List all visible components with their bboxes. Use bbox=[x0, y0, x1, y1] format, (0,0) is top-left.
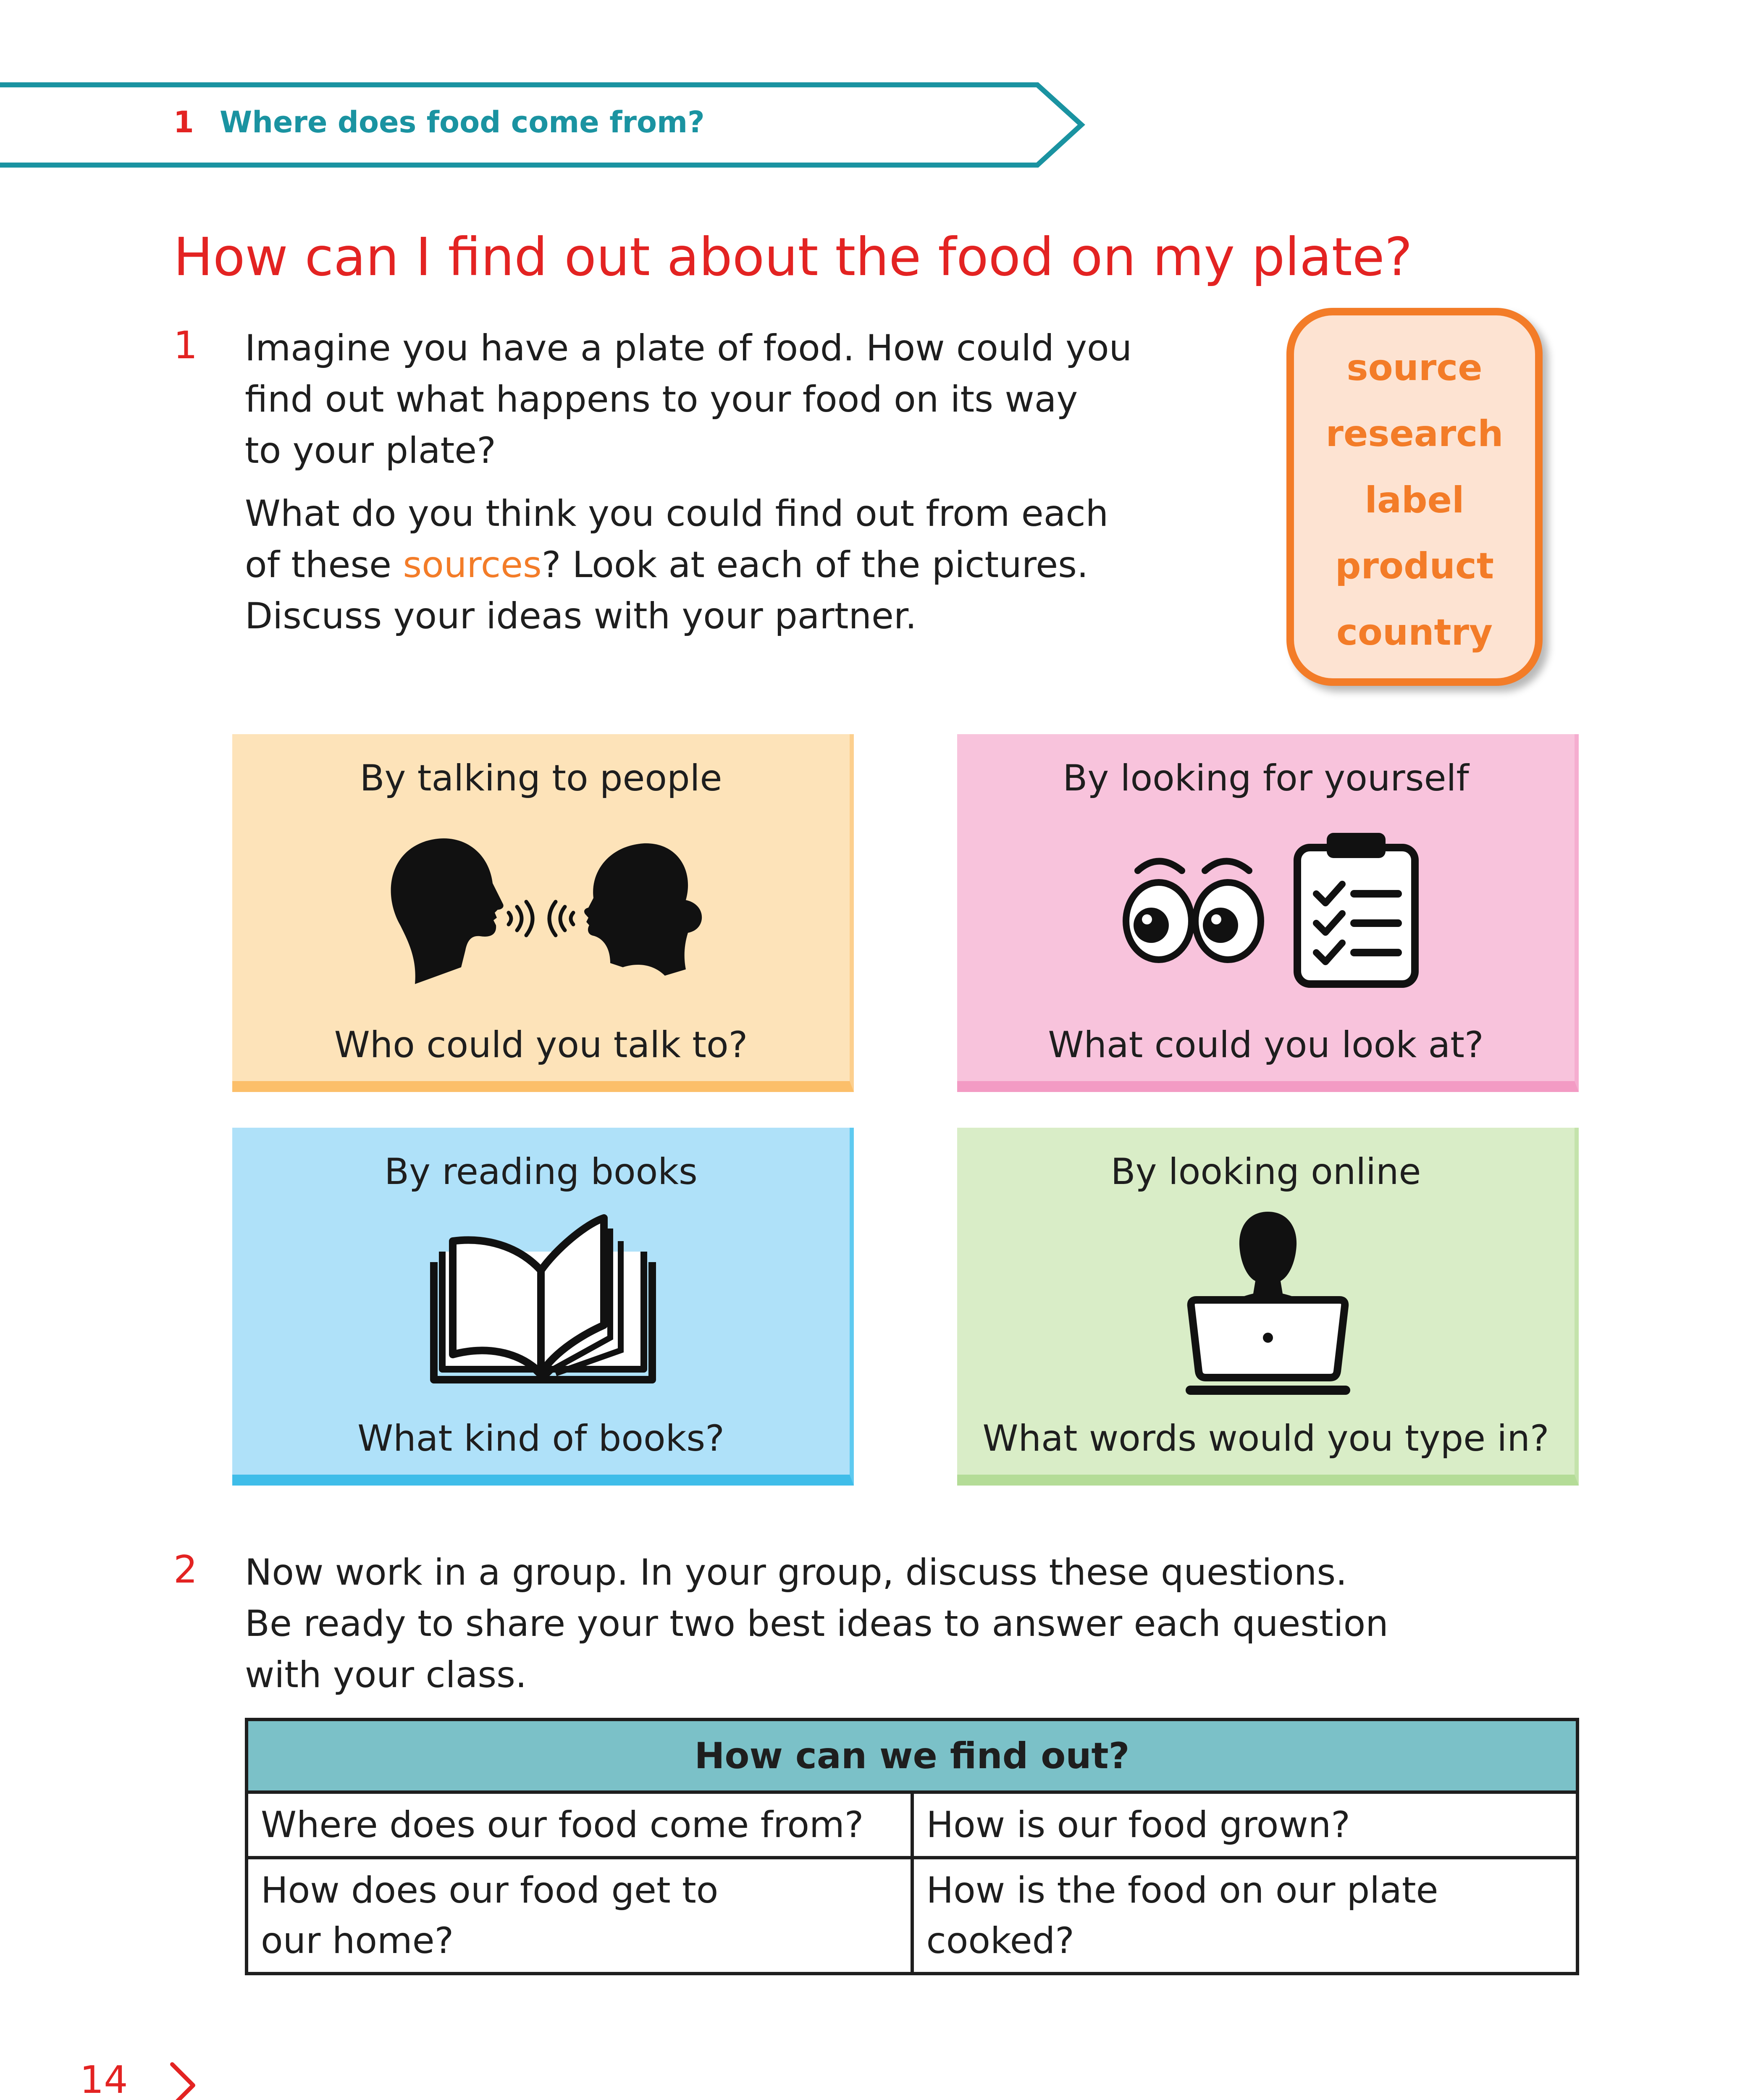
followup-line: What do you think you could find out from each bbox=[245, 493, 1109, 535]
chapter-title: Where does food come from? bbox=[220, 105, 705, 139]
followup-text: of these bbox=[245, 544, 403, 586]
card-title: By looking for yourself bbox=[1063, 757, 1469, 799]
table-cell bbox=[912, 1792, 1578, 1858]
card-title: By reading books bbox=[384, 1151, 698, 1193]
card-talking-to-people bbox=[232, 734, 854, 1092]
keyword-sources: sources bbox=[403, 544, 542, 586]
card-reading-books bbox=[232, 1128, 854, 1486]
key-word: country bbox=[1336, 612, 1493, 654]
followup-line: Discuss your ideas with your partner. bbox=[245, 595, 917, 637]
page-title: How can I find out about the food on my plate? bbox=[173, 227, 1412, 288]
question-2-line: with your class. bbox=[245, 1654, 527, 1696]
card-question: What words would you type in? bbox=[982, 1418, 1549, 1460]
card-looking-for-yourself bbox=[957, 734, 1579, 1092]
table-cell bbox=[247, 1792, 912, 1858]
cell-line: cooked? bbox=[926, 1920, 1074, 1962]
open-book-icon bbox=[430, 1212, 656, 1388]
question-1-line: find out what happens to your food on its way bbox=[245, 378, 1078, 420]
question-1-followup bbox=[245, 488, 1169, 642]
question-1-number: 1 bbox=[173, 323, 198, 368]
card-title: By talking to people bbox=[360, 757, 722, 799]
card-title: By looking online bbox=[1110, 1151, 1421, 1193]
cell-line: How is our food grown? bbox=[926, 1804, 1350, 1846]
question-1-text bbox=[245, 323, 1169, 476]
chapter-number: 1 bbox=[173, 105, 194, 139]
eyes-clipboard-icon bbox=[1108, 824, 1428, 992]
cell-line: our home? bbox=[261, 1920, 454, 1962]
person-laptop-icon bbox=[1176, 1203, 1360, 1401]
key-word: product bbox=[1335, 545, 1494, 587]
table-header: How can we find out? bbox=[247, 1719, 1577, 1792]
question-2-number: 2 bbox=[173, 1548, 198, 1592]
key-word: research bbox=[1325, 413, 1504, 455]
talking-heads-icon bbox=[375, 824, 711, 992]
table-cell bbox=[912, 1858, 1578, 1974]
question-1-line: to your plate? bbox=[245, 430, 496, 472]
key-word: label bbox=[1365, 479, 1464, 521]
question-1-line: Imagine you have a plate of food. How could you bbox=[245, 327, 1132, 369]
question-2-line: Be ready to share your two best ideas to answer each question bbox=[245, 1603, 1388, 1645]
cell-line: Where does our food come from? bbox=[261, 1804, 864, 1846]
card-looking-online bbox=[957, 1128, 1579, 1486]
table-row bbox=[247, 1792, 1577, 1858]
questions-table bbox=[245, 1718, 1579, 1975]
question-2-text bbox=[245, 1547, 1547, 1701]
card-question: What kind of books? bbox=[357, 1418, 724, 1460]
followup-text: ? Look at each of the pictures. bbox=[541, 544, 1089, 586]
key-word: source bbox=[1346, 347, 1483, 389]
table-header-row bbox=[247, 1719, 1577, 1792]
card-question: What could you look at? bbox=[1048, 1024, 1484, 1066]
cell-line: How does our food get to bbox=[261, 1869, 719, 1911]
page-number: 14 bbox=[80, 2058, 128, 2100]
table-cell bbox=[247, 1858, 912, 1974]
followup-line bbox=[245, 539, 1169, 591]
cell-line: How is the food on our plate bbox=[926, 1869, 1438, 1911]
card-question: Who could you talk to? bbox=[334, 1024, 748, 1066]
chevron-right-icon bbox=[168, 2060, 197, 2100]
table-row bbox=[247, 1858, 1577, 1974]
key-words-box bbox=[1286, 308, 1543, 686]
question-2-line: Now work in a group. In your group, discuss these questions. bbox=[245, 1551, 1347, 1593]
